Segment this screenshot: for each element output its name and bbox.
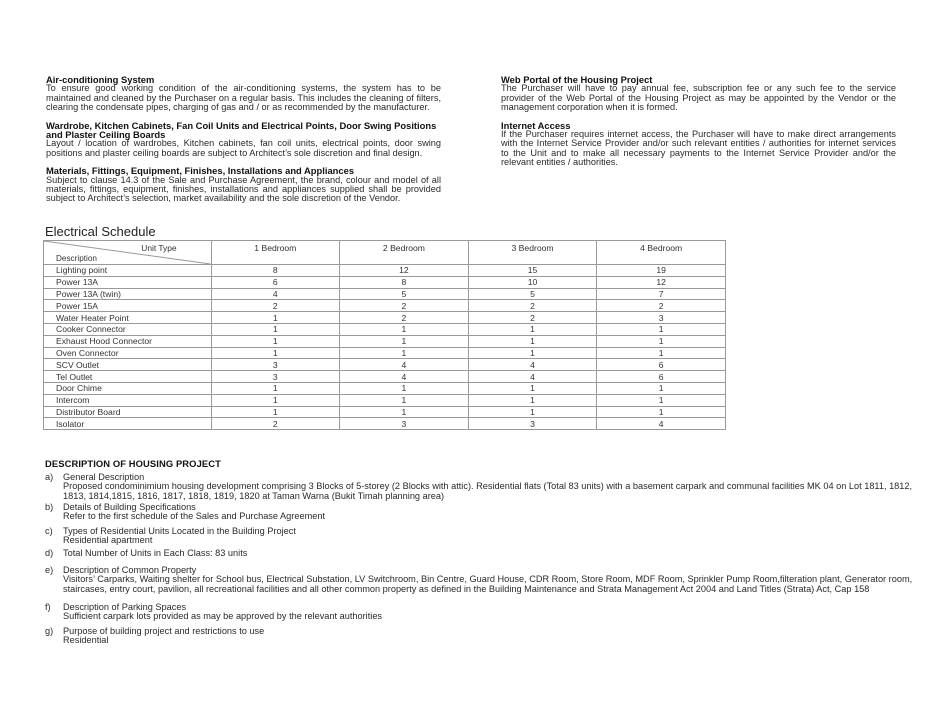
schedule-title: Electrical Schedule [45, 224, 156, 239]
table-row [44, 418, 726, 430]
table-body [44, 265, 726, 430]
item-body [63, 549, 915, 558]
item-heading: Purpose of building project and restrictions to use [63, 626, 265, 636]
section-heading: Wardrobe, Kitchen Cabinets, Fan Coil Units and Electrical Points, Door Swing Positions and Plaster Ceiling Boards [46, 119, 437, 141]
row-label: Power 13A [44, 276, 212, 288]
column-header: 4 Bedroom [597, 241, 726, 265]
cell-value: 2 [211, 300, 340, 312]
table-row [44, 323, 726, 335]
item-letter: e) [45, 565, 54, 575]
item-heading: Types of Residential Units Located in the Building Project [63, 526, 296, 536]
table-row [44, 347, 726, 359]
cell-value: 19 [597, 265, 726, 277]
cell-value: 3 [211, 359, 340, 371]
table-row [44, 265, 726, 277]
row-label: Water Heater Point [44, 312, 212, 324]
cell-value: 3 [597, 312, 726, 324]
cell-value: 1 [211, 335, 340, 347]
table-row [44, 382, 726, 394]
table-row [44, 359, 726, 371]
cell-value: 2 [468, 312, 597, 324]
row-label: Door Chime [44, 382, 212, 394]
corner-header-cell [44, 241, 212, 265]
table-row [44, 406, 726, 418]
column-header: 2 Bedroom [340, 241, 469, 265]
cell-value: 1 [468, 406, 597, 418]
cell-value: 1 [597, 382, 726, 394]
cell-value: 1 [211, 323, 340, 335]
cell-value: 6 [597, 371, 726, 383]
right-column [501, 75, 896, 176]
item-text: Residential apartment [63, 535, 153, 546]
section-heading: Web Portal of the Housing Project [501, 74, 653, 85]
item-letter: c) [45, 526, 53, 536]
description-item [45, 566, 915, 594]
column-header: 3 Bedroom [468, 241, 597, 265]
table-row [44, 300, 726, 312]
cell-value: 1 [340, 335, 469, 347]
left-column [46, 75, 441, 212]
electrical-schedule-table [43, 240, 726, 430]
item-heading: Total Number of Units in Each Class: 83 units [63, 548, 248, 558]
description-title: DESCRIPTION OF HOUSING PROJECT [45, 458, 221, 469]
cell-value: 1 [597, 335, 726, 347]
table-row [44, 312, 726, 324]
item-heading: Description of Parking Spaces [63, 602, 187, 612]
cell-value: 4 [211, 288, 340, 300]
row-label: Cooker Connector [44, 323, 212, 335]
cell-value: 1 [211, 406, 340, 418]
cell-value: 1 [597, 323, 726, 335]
item-letter: f) [45, 602, 51, 612]
cell-value: 2 [468, 300, 597, 312]
item-text: Visitors’ Carparks, Waiting shelter for School bus, Electrical Substation, LV Switchroom, Bin Centre, Guard House, CDR Room, Store Room, MDF Room, Sprinkler Pump Room,filteration plant, Generator room, staircases, entry court, pavilion, all recreational facilities and all other common property as defined in the Building Maintenance and Strata Management Act 2004 and Land Titles (Strata) Act, Cap 158 [63, 574, 913, 594]
cell-value: 12 [597, 276, 726, 288]
item-letter: a) [45, 472, 54, 482]
description-item [45, 603, 915, 622]
section-text: The Purchaser will have to pay annual fee, subscription fee or any such fee to the service provider of the Web Portal of the Housing Project as may be appointed by the Vendor or the management corporation when it is formed. [501, 83, 896, 113]
cell-value: 1 [468, 394, 597, 406]
row-label: Lighting point [44, 265, 212, 277]
table-row [44, 276, 726, 288]
item-body [63, 503, 915, 522]
cell-value: 1 [211, 394, 340, 406]
cell-value: 1 [340, 347, 469, 359]
item-body [63, 627, 915, 646]
cell-value: 4 [468, 359, 597, 371]
cell-value: 1 [211, 312, 340, 324]
cell-value: 2 [597, 300, 726, 312]
table-row [44, 371, 726, 383]
cell-value: 6 [211, 276, 340, 288]
row-label: SCV Outlet [44, 359, 212, 371]
section-heading: Air-conditioning System [46, 74, 155, 85]
description-item [45, 549, 915, 558]
section-text: If the Purchaser requires internet access, the Purchaser will have to make direct arrangements with the Internet Service Provider and/or such relevant entities / authorities for internet services to the Unit and to make all necessary payments to the Internet Service Provider and/or the relevant entities / authorities. [501, 129, 896, 168]
cell-value: 8 [340, 276, 469, 288]
section-text: To ensure good working condition of the air-conditioning systems, the system has to be maintained and cleaned by the Purchaser on a regular basis. This includes the cleaning of filters, clearing the condensate pipes, charging of gas and / or as recommended by the manufacturer. [46, 83, 441, 113]
section-text: Subject to clause 14.3 of the Sale and Purchase Agreement, the brand, colour and model of all materials, fittings, equipment, finishes, installations and appliances supplied shall be provided subject to Architect’s selection, market availability and the sole discretion of the Vendor. [46, 174, 441, 204]
item-letter: b) [45, 502, 54, 512]
item-body [63, 473, 915, 501]
row-label: Intercom [44, 394, 212, 406]
section-heading: Materials, Fittings, Equipment, Finishes, Installations and Appliances [46, 165, 355, 177]
section-web-portal [501, 75, 896, 113]
row-label: Oven Connector [44, 347, 212, 359]
table-header-row [44, 241, 726, 265]
cell-value: 1 [340, 323, 469, 335]
row-label: Power 15A [44, 300, 212, 312]
cell-value: 1 [340, 382, 469, 394]
column-header: 1 Bedroom [211, 241, 340, 265]
cell-value: 5 [468, 288, 597, 300]
cell-value: 2 [340, 300, 469, 312]
cell-value: 1 [211, 347, 340, 359]
cell-value: 6 [597, 359, 726, 371]
cell-value: 7 [597, 288, 726, 300]
row-label: Exhaust Hood Connector [44, 335, 212, 347]
table-row [44, 394, 726, 406]
cell-value: 15 [468, 265, 597, 277]
cell-value: 3 [468, 418, 597, 430]
description-item [45, 503, 915, 522]
cell-value: 1 [340, 406, 469, 418]
cell-value: 3 [211, 371, 340, 383]
section-text: Layout / location of wardrobes, Kitchen cabinets, fan coil units, electrical points, door swing positions and plaster ceiling boards are subject to Architect’s sole discretion and final design. [46, 138, 441, 158]
cell-value: 4 [340, 371, 469, 383]
row-label: Distributor Board [44, 406, 212, 418]
corner-unit-type-label: Unit Type [141, 243, 177, 253]
section-air-conditioning [46, 75, 441, 113]
row-label: Tel Outlet [44, 371, 212, 383]
description-item [45, 527, 915, 546]
cell-value: 1 [468, 347, 597, 359]
section-heading: Internet Access [501, 119, 571, 131]
cell-value: 12 [340, 265, 469, 277]
section-wardrobe [46, 121, 441, 159]
row-label: Power 13A (twin) [44, 288, 212, 300]
cell-value: 5 [340, 288, 469, 300]
corner-description-label: Description [56, 254, 97, 263]
cell-value: 1 [468, 335, 597, 347]
cell-value: 4 [468, 371, 597, 383]
item-heading: General Description [63, 472, 145, 482]
item-letter: g) [45, 626, 54, 636]
item-text: Residential [63, 635, 109, 646]
cell-value: 1 [597, 394, 726, 406]
cell-value: 1 [597, 406, 726, 418]
cell-value: 1 [468, 382, 597, 394]
cell-value: 2 [340, 312, 469, 324]
description-item [45, 627, 915, 646]
cell-value: 1 [340, 394, 469, 406]
item-body [63, 527, 915, 546]
row-label: Isolator [44, 418, 212, 430]
item-text: Refer to the first schedule of the Sales and Purchase Agreement [63, 511, 325, 522]
item-heading: Description of Common Property [63, 565, 197, 575]
description-item [45, 473, 915, 501]
item-letter: d) [45, 548, 54, 558]
cell-value: 10 [468, 276, 597, 288]
cell-value: 4 [340, 359, 469, 371]
cell-value: 1 [211, 382, 340, 394]
cell-value: 1 [597, 347, 726, 359]
item-body [63, 603, 915, 622]
cell-value: 2 [211, 418, 340, 430]
table-row [44, 288, 726, 300]
section-internet-access [501, 121, 896, 168]
table-row [44, 335, 726, 347]
section-materials [46, 166, 441, 204]
cell-value: 3 [340, 418, 469, 430]
item-heading: Details of Building Specifications [63, 502, 196, 512]
item-body [63, 566, 915, 594]
item-text: Proposed condominimium housing development comprising 3 Blocks of 5-storey (2 Blocks with attic). Residential flats (Total 83 units) with a basement carpark and communal facilities MK 04 on Lot 1811, 1812, 1813, 1814,1815, 1816, 1817, 1818, 1819, 1820 at Taman Warna (Bukit Timah planning area) [63, 481, 913, 501]
item-text: Sufficient carpark lots provided as may be approved by the relevant authorities [63, 611, 383, 622]
cell-value: 4 [597, 418, 726, 430]
cell-value: 1 [468, 323, 597, 335]
cell-value: 8 [211, 265, 340, 277]
